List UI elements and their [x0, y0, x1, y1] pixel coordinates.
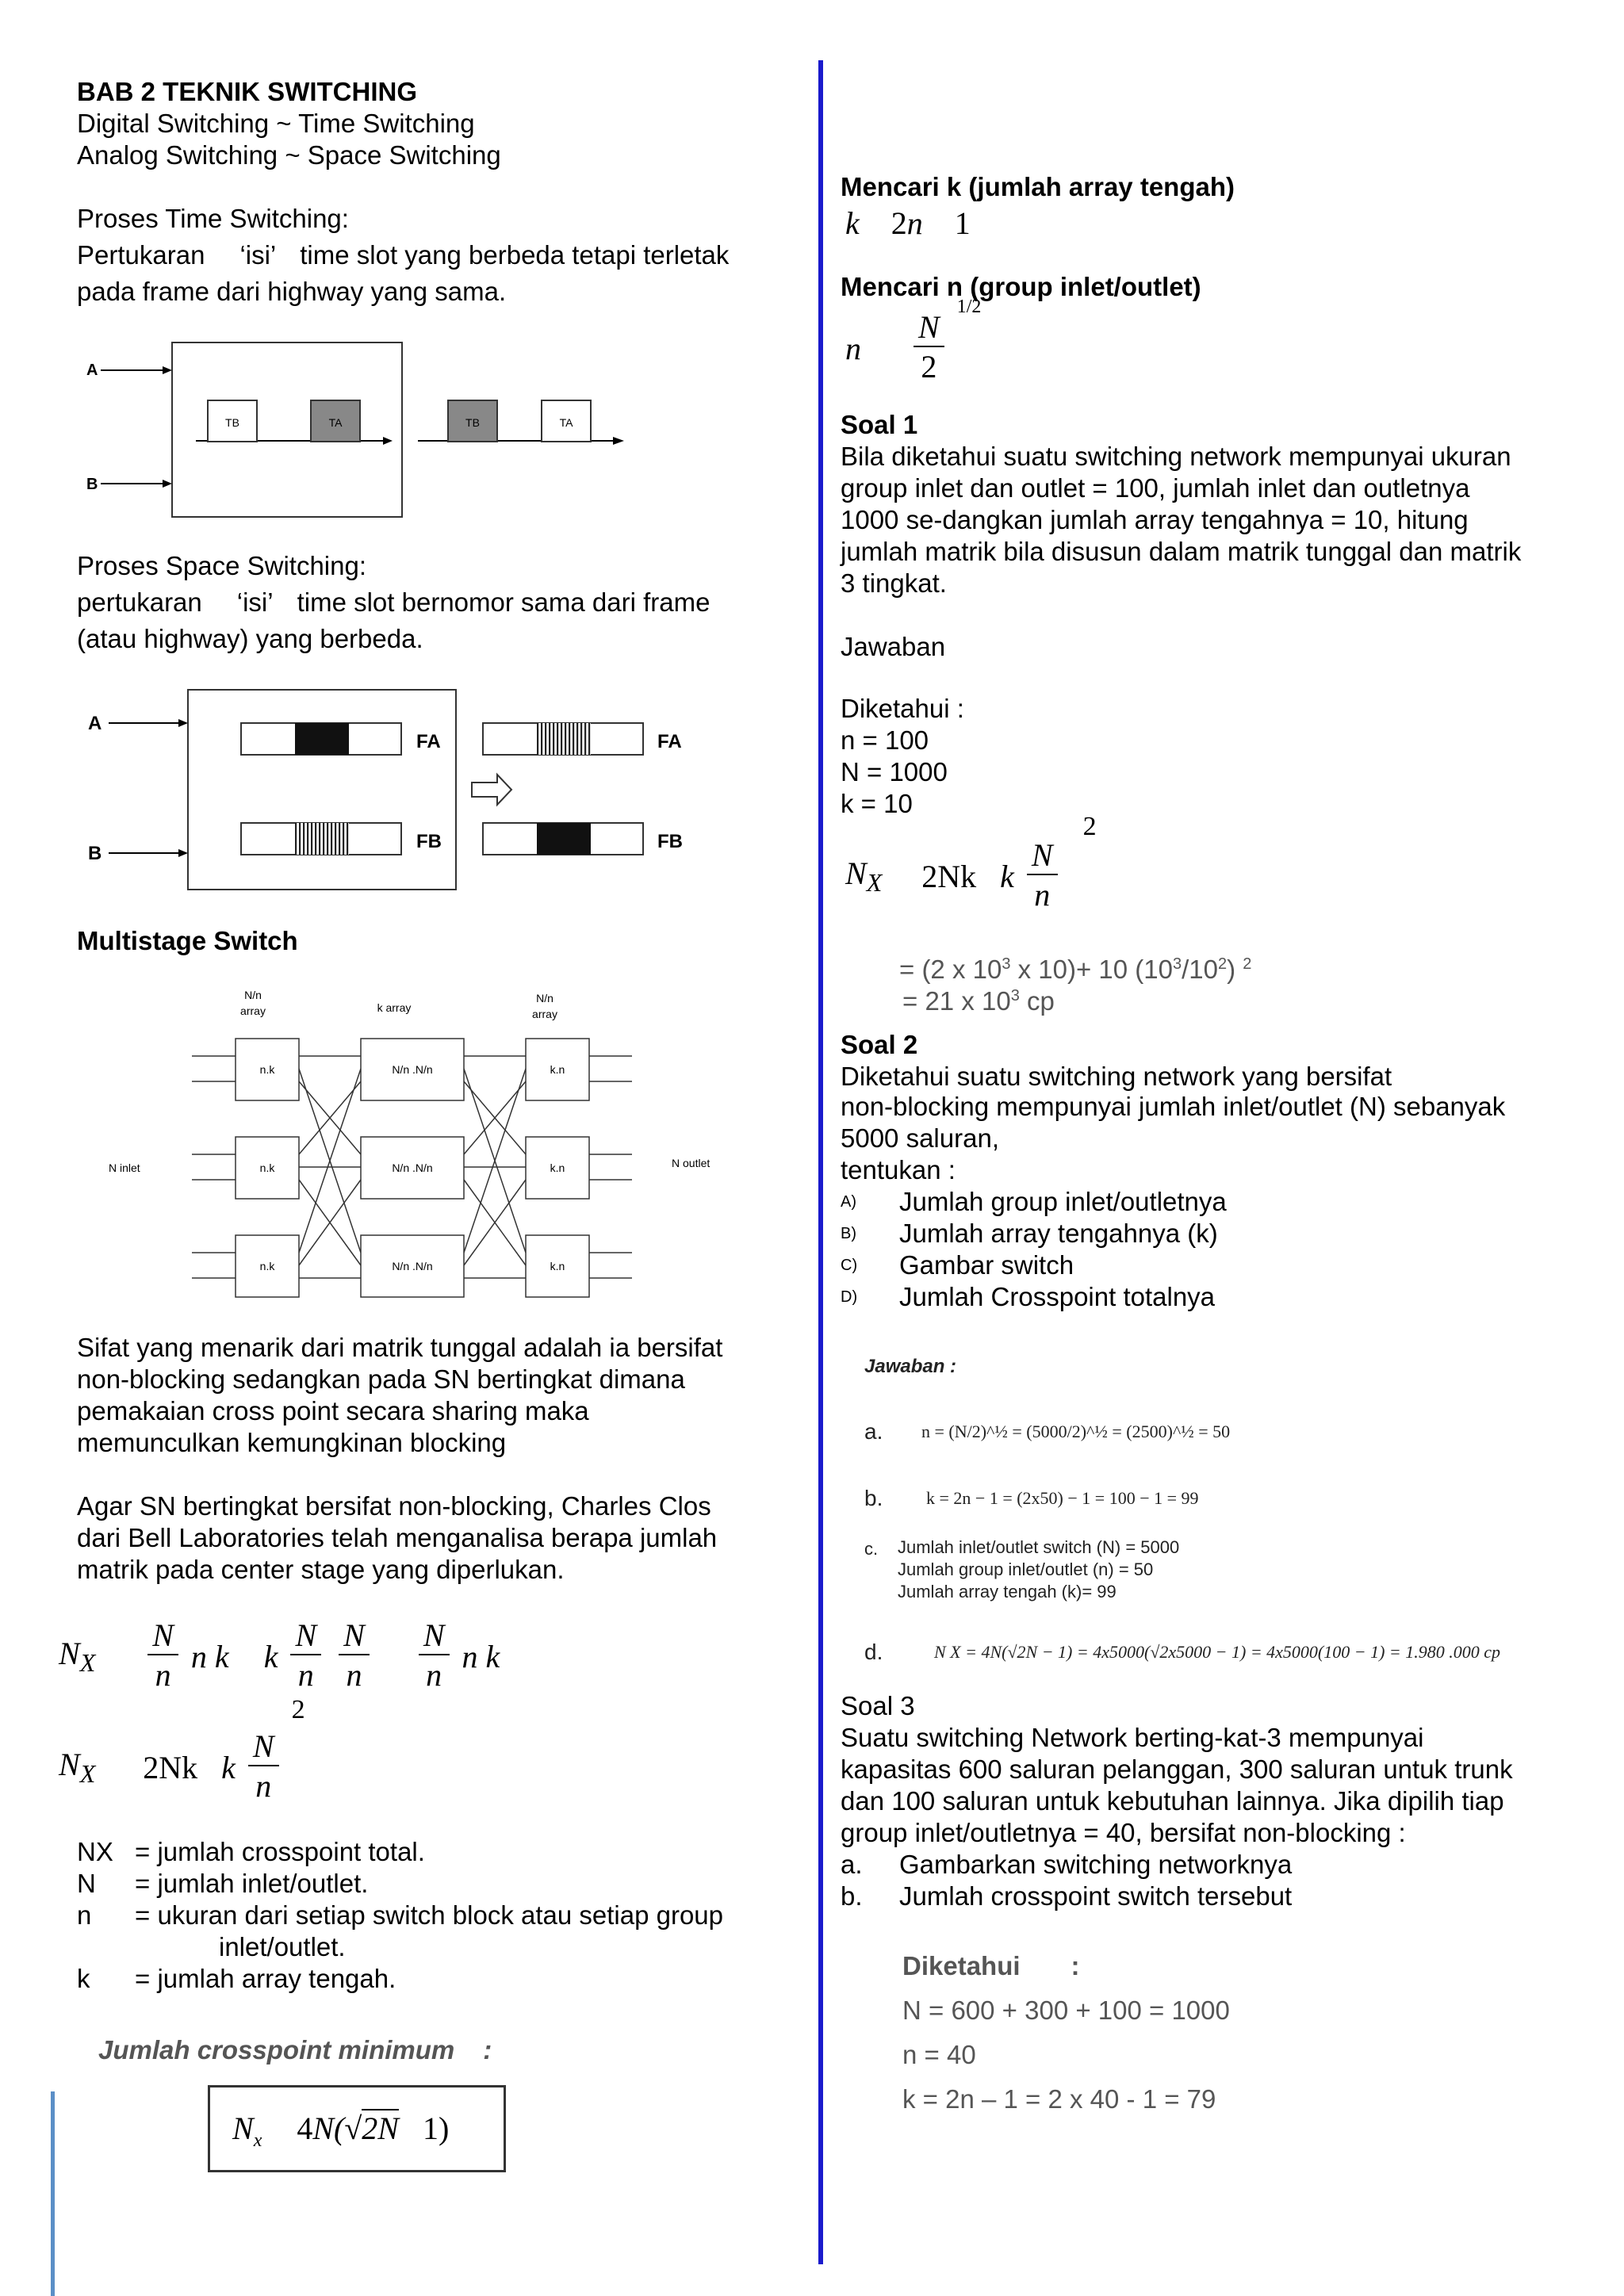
- def-description: inlet/outlet.: [219, 1932, 346, 1961]
- def-description: = ukuran dari setiap switch block atau setiap group: [135, 1900, 724, 1930]
- find-n-heading: Mencari n (group inlet/outlet): [841, 272, 1201, 301]
- stage2-block: N/n .N/n: [392, 1063, 433, 1076]
- soal3-line: Suatu switching Network berting-kat-3 mempunyai: [841, 1723, 1424, 1752]
- stage1-block: n.k: [259, 1260, 275, 1272]
- soal3-given: n = 40: [902, 2040, 976, 2069]
- soal1-calc-2: = 21 x $10^3$ cp: [902, 986, 1055, 1016]
- find-n-formula: n $\frac{N}{2}$ 1/2: [845, 296, 982, 385]
- fa-in-label: FA: [416, 731, 441, 752]
- soal2-item-marker: A): [841, 1193, 856, 1211]
- stage1-block: n.k: [259, 1063, 275, 1076]
- space-label-a: A: [88, 713, 102, 734]
- soal1-diketahui: Diketahui :: [841, 694, 964, 723]
- out-slot-ta: TA: [559, 416, 573, 429]
- soal2-line: tentukan :: [841, 1155, 956, 1184]
- para1-line: Sifat yang menarik dari matrik tunggal adalah ia bersifat: [77, 1333, 723, 1362]
- col2-label: k array: [377, 1001, 412, 1014]
- soal3-given: k = 2n – 1 = 2 x 40 - 1 = 79: [902, 2084, 1216, 2114]
- answer-a-formula: n = (N/2)^½ = (5000/2)^½ = (2500)^½ = 50: [921, 1422, 1231, 1441]
- soal2-line: 5000 saluran,: [841, 1123, 999, 1153]
- soal2-item-text: Jumlah Crosspoint totalnya: [899, 1282, 1216, 1311]
- col3-label-1: N/n: [536, 992, 553, 1004]
- para1-line: pemakaian cross point secara sharing maka: [77, 1396, 589, 1425]
- space-switching-diagram: [77, 683, 695, 897]
- soal3-line: group inlet/outletnya = 40, bersifat non-blocking :: [841, 1818, 1406, 1847]
- n-outlet-label: N outlet: [672, 1157, 710, 1169]
- diagram-label-a: A: [86, 362, 98, 379]
- col1-label-2: array: [240, 1004, 266, 1017]
- multistage-heading: Multistage Switch: [77, 926, 298, 955]
- soal3-diketahui: Diketahui :: [902, 1951, 1080, 1980]
- space-switching-heading: Proses Space Switching:: [77, 551, 367, 580]
- soal1-given: n = 100: [841, 725, 929, 755]
- soal2-item-text: Gambar switch: [899, 1250, 1074, 1280]
- time-switching-text-2: pada frame dari highway yang sama.: [77, 277, 507, 306]
- stage2-block: N/n .N/n: [392, 1260, 433, 1272]
- para2-line: dari Bell Laboratories telah menganalisa berapa jumlah: [77, 1523, 718, 1552]
- stage1-block: n.k: [259, 1161, 275, 1174]
- soal1-jawaban: Jawaban: [841, 632, 946, 661]
- space-label-b: B: [88, 843, 102, 864]
- fb-in-label: FB: [416, 831, 442, 852]
- soal2-line: non-blocking mempunyai jumlah inlet/outlet (N) sebanyak: [841, 1092, 1506, 1121]
- def-description: = jumlah inlet/outlet.: [135, 1869, 369, 1898]
- soal3-line: kapasitas 600 saluran pelanggan, 300 saluran untuk trunk: [841, 1755, 1513, 1784]
- soal1-calc-1: = (2 x $10^3$ x 10)+ 10 $(10^3/10^2)$ $^2$: [899, 955, 1252, 984]
- time-switching-heading: Proses Time Switching:: [77, 204, 349, 233]
- def-description: = jumlah crosspoint total.: [135, 1837, 425, 1866]
- soal3-title: Soal 3: [841, 1691, 915, 1720]
- def-symbol: n: [77, 1900, 92, 1930]
- time-switching-text-1: Pertukaran ‘isi’ time slot yang berbeda tetapi terletak: [77, 240, 730, 270]
- def-symbol: NX: [77, 1837, 113, 1866]
- soal1-given: N = 1000: [841, 757, 948, 786]
- soal2-item-marker: B): [841, 1225, 856, 1242]
- col3-label-2: array: [532, 1008, 557, 1020]
- out-slot-tb: TB: [465, 416, 480, 429]
- find-k-formula: k 2n 1: [845, 205, 971, 241]
- col1-label-1: N/n: [244, 989, 262, 1001]
- stage3-block: k.n: [550, 1063, 565, 1076]
- min-crosspoint-formula: $N_x$ 4N(√2N 1): [232, 2110, 450, 2151]
- answer-heading: Jawaban :: [864, 1356, 957, 1377]
- soal1-line: group inlet dan outlet = 100, jumlah inlet dan outletnya: [841, 473, 1470, 503]
- soal1-line: Bila diketahui suatu switching network mempunyai ukuran: [841, 442, 1511, 471]
- soal3-item-marker: b.: [841, 1881, 863, 1911]
- stage2-block: N/n .N/n: [392, 1161, 433, 1174]
- space-switching-text-2: (atau highway) yang berbeda.: [77, 624, 423, 653]
- soal2-item-marker: C): [841, 1257, 858, 1274]
- def-symbol: k: [77, 1964, 90, 1993]
- space-switching-text-1: pertukaran ‘isi’ time slot bernomor sama dari frame: [77, 587, 710, 617]
- formula-nx: $N_X$ 2Nk k $\frac{N}{n}$ 2: [59, 1695, 305, 1804]
- time-switching-diagram: [77, 337, 648, 527]
- formula-nx-expanded: $N_X$ $\frac{N}{n}$ n k k $\frac{N}{n}$ $\frac{N}{n}$ $\frac{N}{n}$ n k: [59, 1617, 500, 1693]
- soal3-item-text: Gambarkan switching networknya: [899, 1850, 1293, 1879]
- header-line-2: Analog Switching ~ Space Switching: [77, 140, 501, 170]
- answer-c-line: Jumlah group inlet/outlet (n) = 50: [898, 1559, 1154, 1579]
- soal1-line: jumlah matrik bila disusun dalam matrik tunggal dan matrik: [841, 537, 1522, 566]
- n-inlet-label: N inlet: [109, 1161, 140, 1174]
- answer-c-line: Jumlah inlet/outlet switch (N) = 5000: [898, 1537, 1180, 1557]
- para2-line: matrik pada center stage yang diperlukan.: [77, 1555, 565, 1584]
- soal2-item-text: Jumlah group inlet/outletnya: [899, 1187, 1227, 1216]
- left-margin-bar: [51, 2091, 55, 2296]
- para2-line: Agar SN bertingkat bersifat non-blocking, Charles Clos: [77, 1491, 711, 1521]
- soal3-given: N = 600 + 300 + 100 = 1000: [902, 1996, 1230, 2025]
- answer-b-formula: k = 2n − 1 = (2x50) − 1 = 100 − 1 = 99: [926, 1488, 1199, 1508]
- def-description: = jumlah array tengah.: [135, 1964, 396, 1993]
- answer-b-label: b.: [864, 1486, 883, 1510]
- para1-line: memunculkan kemungkinan blocking: [77, 1428, 507, 1457]
- multistage-switch-diagram: [77, 983, 775, 1316]
- soal2-title: Soal 2: [841, 1030, 918, 1059]
- answer-d-label: d.: [864, 1640, 883, 1664]
- find-k-heading: Mencari k (jumlah array tengah): [841, 172, 1235, 201]
- soal1-formula: $N_X$ 2Nk k $\frac{N}{n}$ 2: [845, 812, 1097, 913]
- column-divider: [818, 60, 823, 2264]
- slot-ta: TA: [328, 416, 343, 429]
- chapter-title: BAB 2 TEKNIK SWITCHING: [77, 77, 417, 106]
- answer-c-label: c.: [864, 1539, 879, 1559]
- soal1-title: Soal 1: [841, 410, 918, 439]
- header-line-1: Digital Switching ~ Time Switching: [77, 109, 475, 138]
- min-crosspoint-title: Jumlah crosspoint minimum :: [98, 2035, 492, 2064]
- stage3-block: k.n: [550, 1260, 565, 1272]
- soal2-answer-image: [848, 1348, 1578, 1689]
- soal2-item-marker: D): [841, 1288, 858, 1306]
- soal1-given: k = 10: [841, 789, 913, 818]
- para1-line: non-blocking sedangkan pada SN bertingkat dimana: [77, 1364, 685, 1394]
- soal1-line: 3 tingkat.: [841, 568, 947, 598]
- soal2-item-text: Jumlah array tengahnya (k): [899, 1219, 1218, 1248]
- answer-d-formula: N X = 4N(√2N − 1) = 4x5000(√2x5000 − 1) = 4x5000(100 − 1) = 1.980 .000 cp: [934, 1642, 1501, 1662]
- diagram-label-b: B: [86, 476, 98, 493]
- answer-c-line: Jumlah array tengah (k)= 99: [898, 1582, 1116, 1601]
- stage3-block: k.n: [550, 1161, 565, 1174]
- fb-out-label: FB: [657, 831, 683, 852]
- min-crosspoint-formula-box: [208, 2085, 506, 2172]
- soal1-line: 1000 se-dangkan jumlah array tengahnya = 10, hitung: [841, 505, 1469, 534]
- fa-out-label: FA: [657, 731, 682, 752]
- soal3-item-marker: a.: [841, 1850, 863, 1879]
- soal2-line: Diketahui suatu switching network yang bersifat: [841, 1062, 1392, 1091]
- answer-a-label: a.: [864, 1419, 883, 1444]
- soal3-line: dan 100 saluran untuk kebutuhan lainnya. Jika dipilih tiap: [841, 1786, 1504, 1816]
- def-symbol: N: [77, 1869, 96, 1898]
- soal3-item-text: Jumlah crosspoint switch tersebut: [899, 1881, 1293, 1911]
- slot-tb: TB: [225, 416, 239, 429]
